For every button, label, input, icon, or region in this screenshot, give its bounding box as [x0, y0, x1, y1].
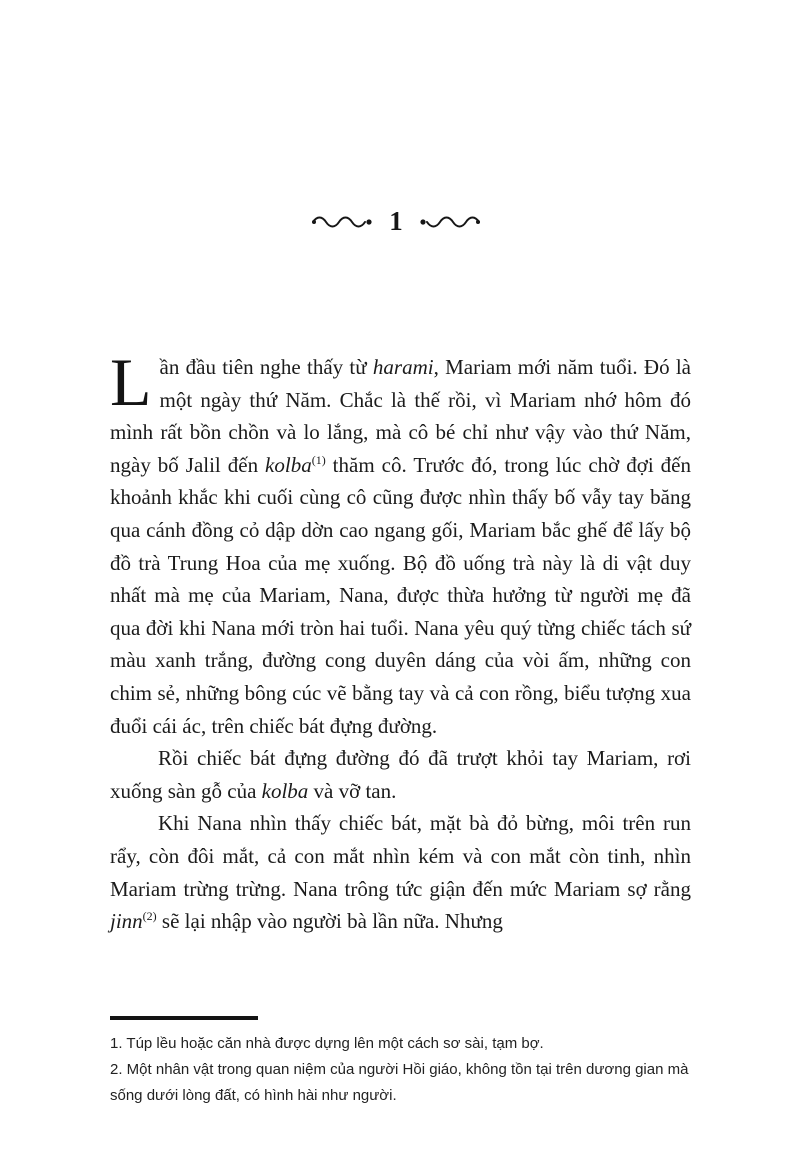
text-run: Rồi chiếc bát đựng đường đó đã trượt khỏi tay Mariam, rơi xuống sàn gỗ của	[110, 746, 691, 803]
chapter-heading	[0, 206, 792, 237]
footnote-reference: (2)	[142, 909, 157, 924]
text-run: thăm cô. Trước đó, trong lúc chờ đợi đến khoảnh khắc khi cuối cùng cô cũng được nhìn thấy bố vẫy tay băng qua cánh đồng cỏ dập dờn cao ngang gối, Mariam bắc ghế để lấy bộ đồ trà Trung Hoa của mẹ xuống. Bộ đồ uống trà này là di vật duy nhất mà mẹ của Mariam, Nana, được thừa hưởng từ người mẹ đã qua đời khi Nana mới tròn hai tuổi. Nana yêu quý từng chiếc tách sứ màu xanh trắng, đường cong duyên dáng của vòi ấm, những con chim sẻ, những bông cúc vẽ bằng tay và cả con rồng, biểu tượng xua đuổi cái ác, trên chiếc bát đựng đường.	[110, 452, 691, 738]
text-run: sẽ lại nhập vào người bà lần nữa. Nhưng	[156, 909, 503, 934]
drop-cap: L	[110, 344, 152, 420]
italic-term: harami	[372, 355, 434, 379]
paragraph	[110, 742, 691, 807]
text-run: Khi Nana nhìn thấy chiếc bát, mặt bà đỏ bừng, môi trên run rẩy, còn đôi mắt, cả con mắt nhìn kém và con mắt còn tinh, nhìn Mariam trừng trừng. Nana trông tức giận đến mức Mariam sợ rằng	[110, 811, 691, 901]
footnote: 2. Một nhân vật trong quan niệm của người Hồi giáo, không tồn tại trên dương gian mà sống dưới lòng đất, có hình hài như người.	[110, 1061, 689, 1104]
paragraph	[110, 807, 691, 937]
text-run: và vỡ tan.	[308, 778, 397, 803]
italic-term: kolba	[265, 452, 312, 477]
flourish-left-icon	[311, 214, 373, 230]
italic-term: jinn	[110, 909, 143, 934]
flourish-right-icon	[419, 214, 481, 230]
paragraph	[110, 344, 691, 742]
footnote-reference: (1)	[311, 452, 326, 467]
italic-term: kolba	[261, 778, 309, 803]
footnote: 1. Túp lều hoặc căn nhà được dựng lên một cách sơ sài, tạm bợ.	[110, 1035, 544, 1052]
text-run: ần đầu tiên nghe thấy từ	[159, 355, 373, 379]
footnote-area	[110, 1016, 696, 1109]
text-run: , Mariam mới năm tuổi. Đó là một ngày thứ Năm. Chắc là thế rồi, vì Mariam nhớ hôm đó mình rất bồn chồn và lo lắng, mà cô bé chỉ như vậy vào thứ Năm, ngày bố Jalil đến	[110, 355, 691, 477]
footnote-rule	[110, 1016, 258, 1020]
footnotes	[110, 1031, 696, 1109]
body-text	[110, 344, 691, 938]
chapter-number: 1	[389, 206, 403, 236]
